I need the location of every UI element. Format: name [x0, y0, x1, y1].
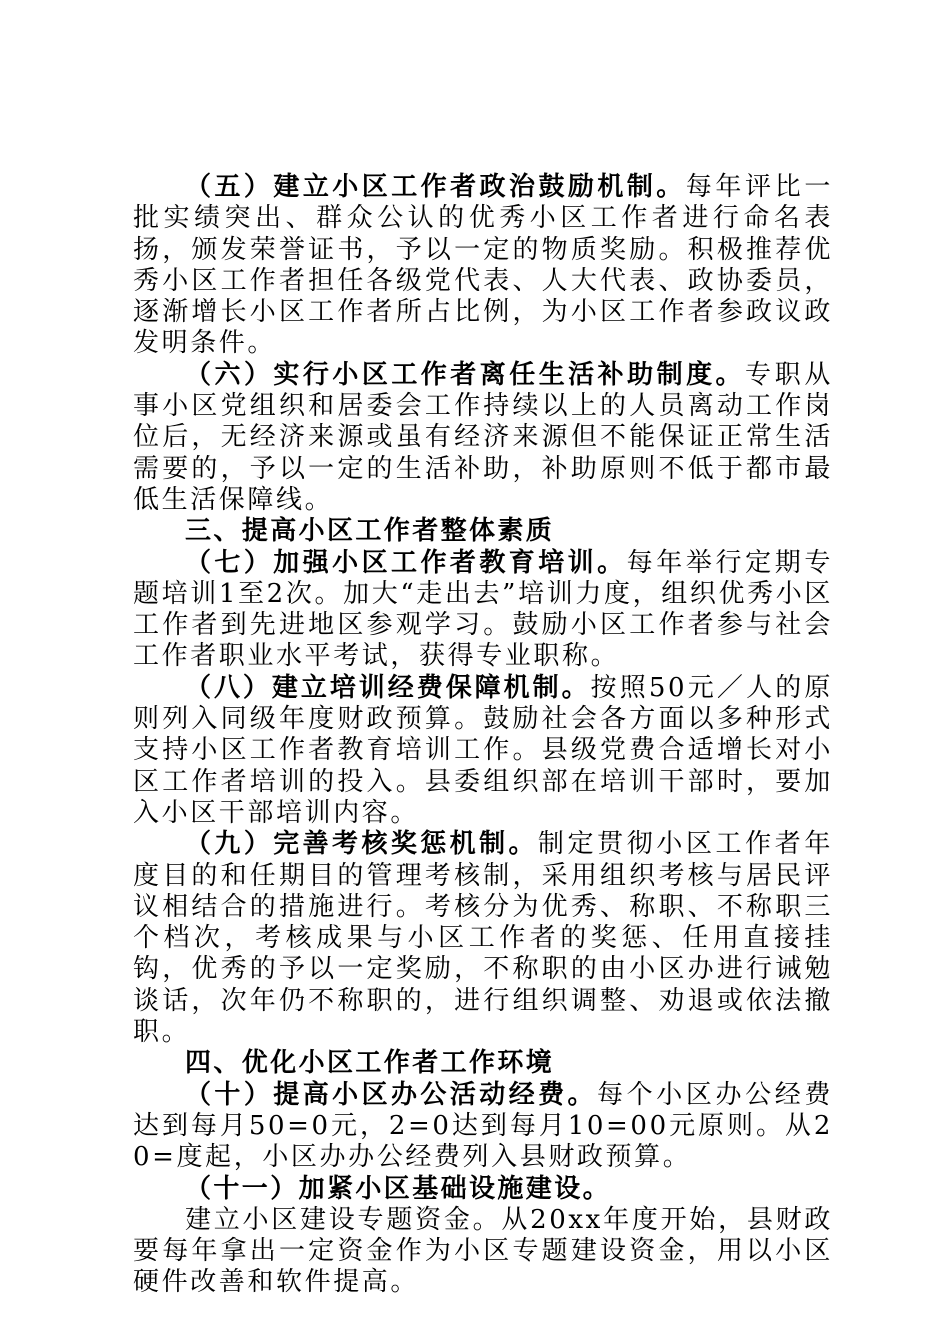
paragraph-body: 专职从事小区党组织和居委会工作持续以上的人员离动工作岗位后，无经济来源或虽有经济来源但不能保证正常生活需要的，予以一定的生活补助，补助原则不低于都市最低生活保障线。 — [133, 359, 833, 515]
paragraph-lead: （六）实行小区工作者离任生活补助制度。 — [185, 359, 746, 390]
paragraph-lead: （八）建立培训经费保障机制。 — [185, 672, 591, 703]
paragraph-lead: （九）完善考核奖惩机制。 — [185, 829, 538, 860]
paragraph-lead: （七）加强小区工作者教育培训。 — [185, 547, 627, 578]
paragraph-retirement-subsidy — [133, 360, 833, 516]
paragraph-political-incentive — [133, 172, 833, 360]
paragraph-lead: （五）建立小区工作者政治鼓励机制。 — [185, 172, 686, 202]
paragraph-body: 按照50元／人的原则列入同级年度财政预算。鼓励社会各方面以多种形式支持小区工作者教育培训工作。县级党费合适增长对小区工作者培训的投入。县委组织部在培训干部时，要加入小区干部培训内容。 — [133, 672, 833, 828]
section-heading-environment: 四、优化小区工作者工作环境 — [185, 1048, 555, 1079]
paragraph-body: 建立小区建设专题资金。从20xx年度开始，县财政要每年拿出一定资金作为小区专题建设资金，用以小区硬件改善和软件提高。 — [133, 1204, 833, 1298]
paragraph-construction-fund — [133, 1205, 833, 1299]
paragraph-training-funds — [133, 673, 833, 829]
paragraph-lead: （十一）加紧小区基础设施建设。 — [185, 1173, 612, 1204]
paragraph-body: 每年举行定期专题培训1至2次。加大“走出去”培训力度，组织优秀小区工作者到先进地区参观学习。鼓励小区工作者参与社会工作者职业水平考试，获得专业职称。 — [133, 547, 833, 672]
paragraph-body: 制定贯彻小区工作者年度目的和任期目的管理考核制，采用组织考核与居民评议相结合的措施进行。考核分为优秀、称职、不称职三个档次，考核成果与小区工作者的奖惩、任用直接挂钩，优秀的予以一定奖励，不称职的由小区办进行诫勉谈话，次年仍不称职的，进行组织调整、劝退或依法撤职。 — [133, 829, 833, 1048]
paragraph-assessment — [133, 829, 833, 1048]
section-heading-quality: 三、提高小区工作者整体素质 — [185, 516, 555, 547]
paragraph-body: 每个小区办公经费达到每月50=0元，2=0达到每月10=00元原则。从20=度起，小区办办公经费列入县财政预算。 — [133, 1079, 833, 1173]
paragraph-education-training — [133, 548, 833, 673]
paragraph-lead: （十）提高小区办公活动经费。 — [185, 1079, 597, 1110]
paragraph-body: 每年评比一批实绩突出、群众公认的优秀小区工作者进行命名表扬，颁发荣誉证书，予以一定的物质奖励。积极推荐优秀小区工作者担任各级党代表、人大代表、政协委员，逐渐增长小区工作者所占比例，为小区工作者参政议政发明条件。 — [133, 172, 833, 359]
document-body — [133, 172, 833, 1299]
paragraph-office-funds — [133, 1080, 833, 1174]
paragraph-infrastructure — [133, 1174, 833, 1205]
